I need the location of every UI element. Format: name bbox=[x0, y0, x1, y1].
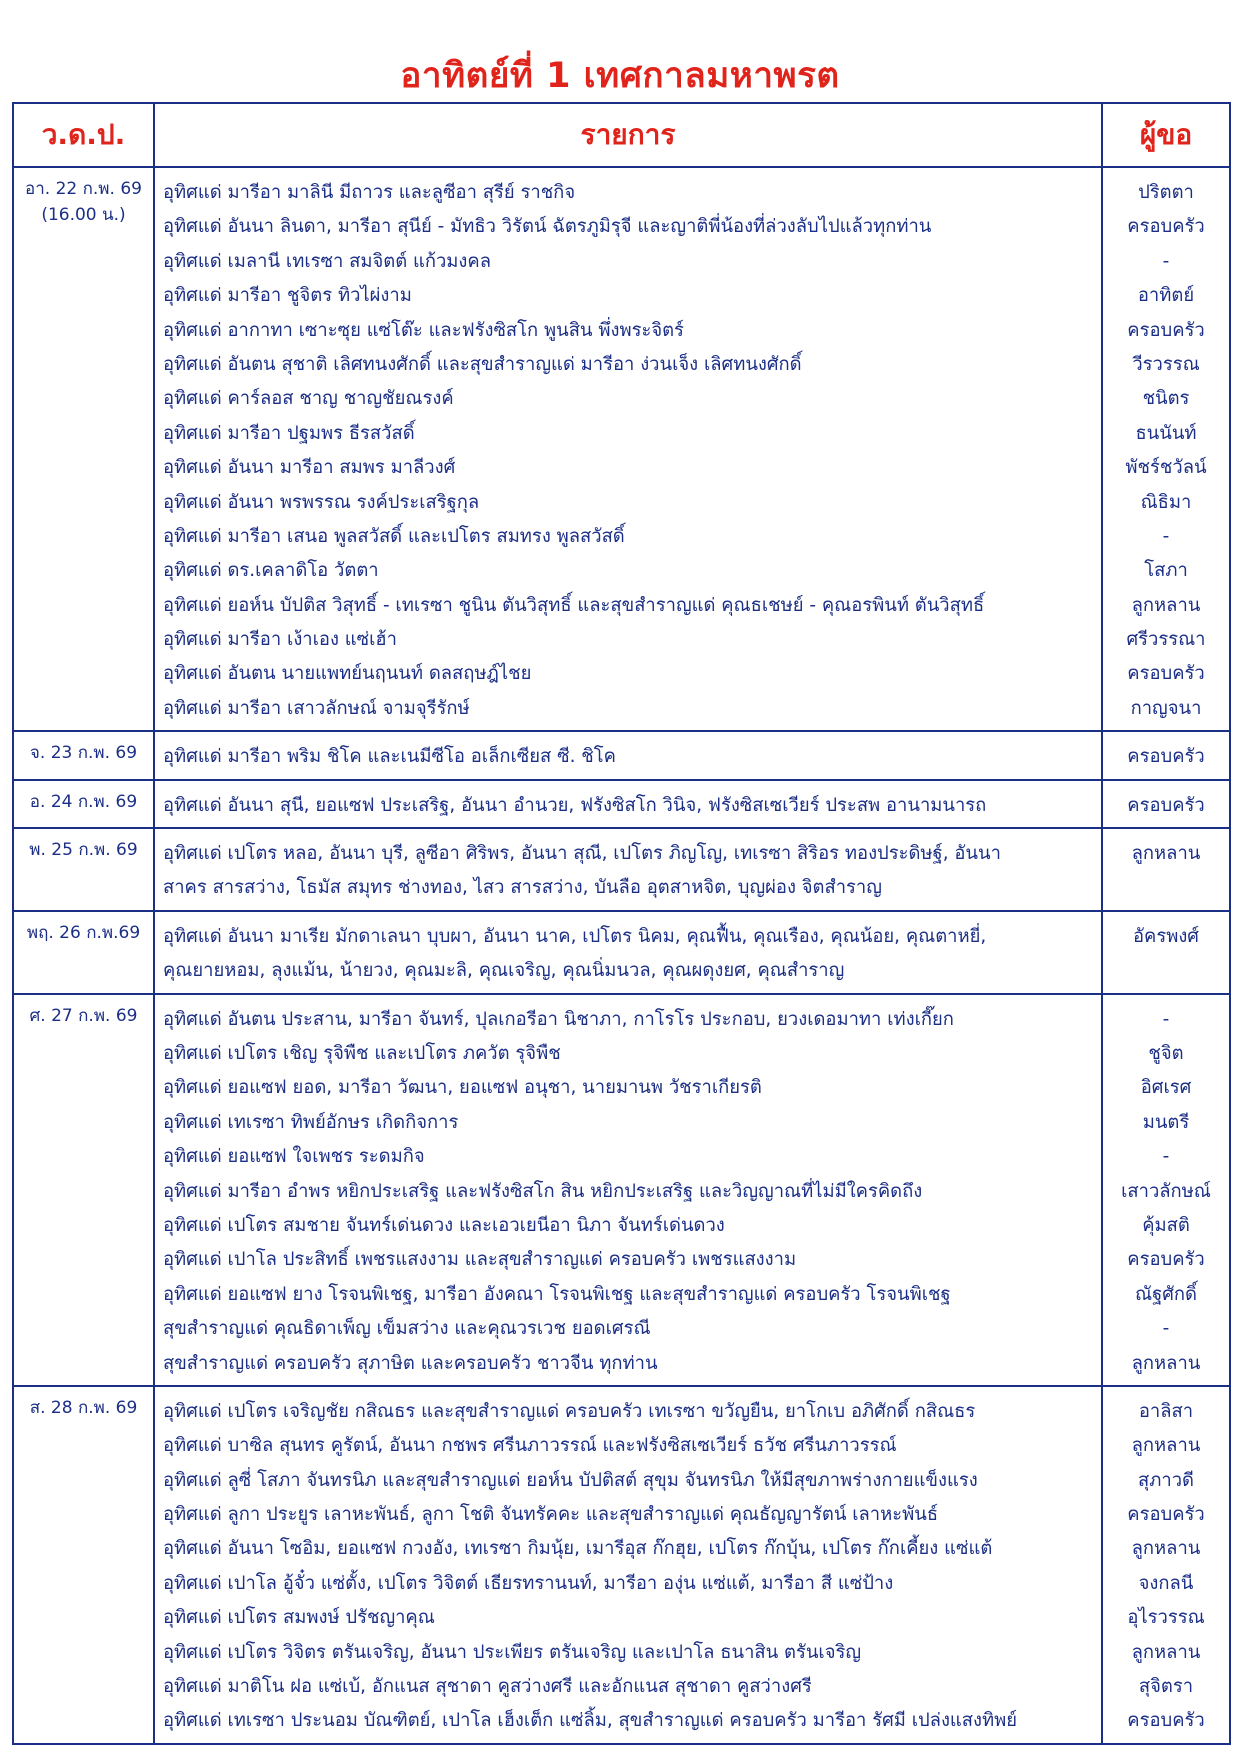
requester-name: ครอบครัว bbox=[1127, 1504, 1205, 1526]
table-header-row bbox=[13, 103, 1230, 167]
requester-cell bbox=[1102, 994, 1230, 1386]
time-label: (16.00 น.) bbox=[41, 205, 126, 225]
requester-name: - bbox=[1162, 1008, 1170, 1030]
intention-line: อุทิศแด่ ยอแซฟ ยอด, มารีอา วัฒนา, ยอแซฟ อนุชา, นายมานพ วัชราเกียรติ bbox=[163, 1077, 762, 1099]
date-cell bbox=[13, 731, 154, 779]
requester-name: ลูกหลาน bbox=[1131, 1641, 1201, 1663]
date-label: จ. 23 ก.พ. 69 bbox=[29, 743, 138, 764]
requester-name: ครอบครัว bbox=[1127, 1249, 1205, 1271]
requester-name: สุภาวดี bbox=[1138, 1469, 1194, 1491]
intention-line: อุทิศแด่ เทเรซา ประนอม บัณฑิตย์, เปาโล เฮ็งเต็ก แซ่ลิ้ม, สุขสำราญแด่ ครอบครัว มารีอา รัศมี เปล่งแสงทิพย์ bbox=[163, 1710, 1018, 1732]
items-cell bbox=[154, 1386, 1102, 1744]
requester-name: - bbox=[1162, 250, 1170, 272]
date-label: ส. 28 ก.พ. 69 bbox=[29, 1397, 138, 1418]
requester-name: ครอบครัว bbox=[1127, 794, 1205, 816]
requester-cell bbox=[1102, 731, 1230, 779]
requester-name: อุไรวรรณ bbox=[1127, 1607, 1205, 1629]
date-cell bbox=[13, 167, 154, 731]
table-row bbox=[13, 167, 1230, 731]
items-cell bbox=[154, 994, 1102, 1386]
intention-line: อุทิศแด่ มาติโน ฝอ แซ่เบ้, อักแนส สุชาดา คูสว่างศรี และอักแนส สุชาดา คูสว่างศรี bbox=[163, 1676, 812, 1698]
requester-name: เสาวลักษณ์ bbox=[1121, 1180, 1211, 1202]
table-row bbox=[13, 780, 1230, 828]
requester-name: ครอบครัว bbox=[1127, 746, 1205, 768]
intention-line: อุทิศแด่ เปาโล ประสิทธิ์ เพชรแสงงาม และสุขสำราญแด่ ครอบครัว เพชรแสงงาม bbox=[163, 1249, 797, 1271]
intention-line: อุทิศแด่ อันนา มาเรีย มักดาเลนา บุบผา, อันนา นาค, เปโตร นิคม, คุณฟื้น, คุณเรือง, คุณน้อย, คุณตาหยี่, bbox=[163, 925, 987, 947]
requester-name: อาทิตย์ bbox=[1137, 285, 1195, 307]
table-row bbox=[13, 994, 1230, 1386]
intention-line: อุทิศแด่ ลูซี่ โสภา จันทรนิภ และสุขสำราญแด่ ยอห์น บัปติสต์ สุขุม จันทรนิภ ให้มีสุขภาพร่างกายแข็งแรง bbox=[163, 1469, 978, 1491]
table-body bbox=[13, 167, 1230, 1744]
requester-name: ลูกหลาน bbox=[1131, 1435, 1201, 1457]
requester-name: ครอบครัว bbox=[1127, 319, 1205, 341]
intention-line: อุทิศแด่ มารีอา ชูจิตร ทิวไผ่งาม bbox=[163, 285, 412, 307]
intention-line: สุขสำราญแด่ คุณธิดาเพ็ญ เข็มสว่าง และคุณวรเวช ยอดเศรณี bbox=[163, 1318, 651, 1340]
intention-line: อุทิศแด่ ดร.เคลาดิโอ วัตตา bbox=[163, 560, 379, 582]
intention-line: อุทิศแด่ ยอแซฟ ใจเพชร ระดมกิจ bbox=[163, 1146, 425, 1168]
mass-intention-table bbox=[12, 102, 1231, 1745]
requester-cell bbox=[1102, 780, 1230, 828]
table-row bbox=[13, 828, 1230, 911]
requester-name: ลูกหลาน bbox=[1131, 1538, 1201, 1560]
items-cell bbox=[154, 911, 1102, 994]
table-row bbox=[13, 731, 1230, 779]
table-row bbox=[13, 911, 1230, 994]
intention-line: สาคร สารสว่าง, โธมัส สมุทร ช่างทอง, ไสว สารสว่าง, บันลือ อุตสาหจิต, บุญผ่อง จิตสำราญ bbox=[163, 877, 882, 899]
requester-name: มนตรี bbox=[1142, 1111, 1190, 1133]
intention-line: อุทิศแด่ อันนา มารีอา สมพร มาลีวงศ์ bbox=[163, 457, 456, 479]
requester-name: สุจิตรา bbox=[1138, 1676, 1194, 1698]
requester-name: - bbox=[1162, 525, 1170, 547]
date-label: พ. 25 ก.พ. 69 bbox=[29, 840, 138, 861]
requester-cell bbox=[1102, 1386, 1230, 1744]
requester-cell bbox=[1102, 911, 1230, 994]
intention-line: อุทิศแด่ มารีอา เสาวลักษณ์ จามจุรีรักษ์ bbox=[163, 697, 470, 719]
requester-name: - bbox=[1162, 1318, 1170, 1340]
requester-name: คุ้มสติ bbox=[1142, 1214, 1190, 1236]
date-cell bbox=[13, 780, 154, 828]
requester-name: กาญจนา bbox=[1130, 697, 1202, 719]
intention-line: อุทิศแด่ มารีอา อำพร หยิกประเสริฐ และฟรังซิสโก สิน หยิกประเสริฐ และวิญญาณที่ไม่มีใครคิดถึง bbox=[163, 1180, 923, 1202]
intention-line: อุทิศแด่ บาซิล สุนทร คูรัตน์, อันนา กชพร ศรีนภาวรรณ์ และฟรังซิสเซเวียร์ ธวัช ศรีนภาวรรณ์ bbox=[163, 1435, 897, 1457]
intention-line: อุทิศแด่ อันนา พรพรรณ รงค์ประเสริฐกุล bbox=[163, 491, 480, 513]
date-cell bbox=[13, 994, 154, 1386]
date-label: อา. 22 ก.พ. 69 bbox=[25, 179, 142, 199]
requester-name: โสภา bbox=[1144, 560, 1188, 582]
items-cell bbox=[154, 731, 1102, 779]
requester-name: อาลิสา bbox=[1138, 1400, 1194, 1422]
requester-name: ชนิตร bbox=[1142, 388, 1190, 410]
header-items: รายการ bbox=[154, 103, 1102, 167]
intention-line: อุทิศแด่ เปโตร วิจิตร ตรันเจริญ, อันนา ประเพียร ตรันเจริญ และเปาโล ธนาสิน ตรันเจริญ bbox=[163, 1641, 862, 1663]
requester-cell bbox=[1102, 167, 1230, 731]
intention-line: อุทิศแด่ อากาทา เซาะซุย แซ่โต๊ะ และฟรังซิสโก พูนสิน พึ่งพระจิตร์ bbox=[163, 319, 684, 341]
requester-name: อัครพงศ์ bbox=[1132, 925, 1199, 947]
requester-name: อิศเรศ bbox=[1140, 1077, 1192, 1099]
requester-name: ลูกหลาน bbox=[1131, 1352, 1201, 1374]
intention-line: อุทิศแด่ ยอแซฟ ยาง โรจนพิเชฐ, มารีอา อังคณา โรจนพิเชฐ และสุขสำราญแด่ ครอบครัว โรจนพิเชฐ bbox=[163, 1283, 951, 1305]
intention-line: อุทิศแด่ อันตน สุชาติ เลิศทนงศักดิ์ และสุขสำราญแด่ มารีอา ง่วนเจ็ง เลิศทนงศักดิ์ bbox=[163, 353, 802, 375]
intention-line: อุทิศแด่ อันตน นายแพทย์นฤนนท์ ดลสฤษฎ์ไชย bbox=[163, 663, 532, 685]
intention-line: อุทิศแด่ ยอห์น บัปติส วิสุทธิ์ - เทเรซา ชูนิน ตันวิสุทธิ์ และสุขสำราญแด่ คุณธเชษย์ - คุณอรพินท์ ตันวิสุทธิ์ bbox=[163, 594, 985, 616]
intention-line: อุทิศแด่ อันนา สุนี, ยอแซฟ ประเสริฐ, อันนา อำนวย, ฟรังซิสโก วินิจ, ฟรังซิสเซเวียร์ ประสพ อานามนารถ bbox=[163, 794, 987, 816]
items-cell bbox=[154, 780, 1102, 828]
requester-name: วีรวรรณ bbox=[1132, 353, 1200, 375]
requester-name: ลูกหลาน bbox=[1131, 843, 1201, 865]
items-cell bbox=[154, 828, 1102, 911]
requester-name: ณัฐศักดิ์ bbox=[1135, 1283, 1197, 1305]
requester-name: ชูจิต bbox=[1148, 1042, 1184, 1064]
requester-name: ครอบครัว bbox=[1127, 663, 1205, 685]
requester-name: ครอบครัว bbox=[1127, 216, 1205, 238]
header-requester: ผู้ขอ bbox=[1102, 103, 1230, 167]
intention-line: อุทิศแด่ มารีอา เสนอ พูลสวัสดิ์ และเปโตร สมทรง พูลสวัสดิ์ bbox=[163, 525, 625, 547]
date-label: ศ. 27 ก.พ. 69 bbox=[29, 1005, 138, 1026]
intention-line: อุทิศแด่ มารีอา พริม ชิโค และเนมีซีโอ อเล็กเซียส ซี. ชิโค bbox=[163, 746, 616, 768]
requester-name: จงกลนี bbox=[1138, 1572, 1194, 1594]
intention-line: อุทิศแด่ ลูกา ประยูร เลาหะพันธ์, ลูกา โชติ จันทรัคคะ และสุขสำราญแด่ คุณธัญญารัตน์ เลาหะพันธ์ bbox=[163, 1504, 939, 1526]
items-cell bbox=[154, 167, 1102, 731]
intention-line: อุทิศแด่ อันตน ประสาน, มารีอา จันทร์, ปุลเกอรีอา นิชาภา, กาโรโร ประกอบ, ยวงเดอมาทา เท่งเกี๊ยก bbox=[163, 1008, 954, 1030]
intention-line: อุทิศแด่ เปโตร เจริญชัย กสิณธร และสุขสำราญแด่ ครอบครัว เทเรซา ขวัญยืน, ยาโกเบ อภิศักดิ์ กสิณธร bbox=[163, 1400, 976, 1422]
intention-line: สุขสำราญแด่ ครอบครัว สุภาษิต และครอบครัว ชาวจีน ทุกท่าน bbox=[163, 1352, 658, 1374]
intention-line: คุณยายหอม, ลุงแม้น, น้ายวง, คุณมะลิ, คุณเจริญ, คุณนิ่มนวล, คุณผดุงยศ, คุณสำราญ bbox=[163, 960, 845, 982]
requester-name: - bbox=[1162, 1146, 1170, 1168]
intention-line: อุทิศแด่ เปาโล อู้จั๋ว แซ่ตั้ง, เปโตร วิจิตต์ เธียรทรานนท์, มารีอา องุ่น แซ่แต้, มารีอา สี แซ่ป้าง bbox=[163, 1572, 894, 1594]
intention-line: อุทิศแด่ เปโตร สมชาย จันทร์เด่นดวง และเอวเยนีอา นิภา จันทร์เด่นดวง bbox=[163, 1214, 725, 1236]
requester-cell bbox=[1102, 828, 1230, 911]
date-cell bbox=[13, 1386, 154, 1744]
intention-line: อุทิศแด่ เปโตร สมพงษ์ ปรัชญาคุณ bbox=[163, 1607, 435, 1629]
intention-line: อุทิศแด่ เปโตร เชิญ รุจิพืช และเปโตร ภควัต รุจิพืช bbox=[163, 1042, 561, 1064]
date-cell bbox=[13, 828, 154, 911]
requester-name: ครอบครัว bbox=[1127, 1710, 1205, 1732]
date-cell bbox=[13, 911, 154, 994]
date-label: อ. 24 ก.พ. 69 bbox=[29, 791, 138, 812]
intention-line: อุทิศแด่ อันนา ลินดา, มารีอา สุนีย์ - มัทธิว วิรัตน์ ฉัตรภูมิรุจี และญาติพี่น้องที่ล่วงลับไปแล้วทุกท่าน bbox=[163, 216, 932, 238]
page-title: อาทิตย์ที่ 1 เทศกาลมหาพรต bbox=[400, 56, 840, 96]
intention-line: อุทิศแด่ เปโตร หลอ, อันนา บุรี, ลูซีอา ศิริพร, อันนา สุณี, เปโตร ภิญโญ, เทเรซา สิริอร ทองประดิษฐ์, อันนา bbox=[163, 843, 1001, 865]
intention-line: อุทิศแด่ มารีอา ปฐมพร ธีรสวัสดิ์ bbox=[163, 422, 415, 444]
requester-name: ศรีวรรณา bbox=[1126, 629, 1206, 651]
intention-line: อุทิศแด่ อันนา โซอิม, ยอแซฟ กวงอัง, เทเรซา กิมนุ้ย, เมารีอุส ก๊กฮุย, เปโตร ก๊กบุ้น, เปโตร ก๊กเคี้ยง แซ่แต้ bbox=[163, 1538, 993, 1560]
intention-line: อุทิศแด่ มารีอา มาลินี มีถาวร และลูซีอา สุรีย์ ราชกิจ bbox=[163, 182, 576, 203]
table-row bbox=[13, 1386, 1230, 1744]
requester-name: ปริตตา bbox=[1138, 182, 1194, 203]
requester-name: ธนนันท์ bbox=[1135, 422, 1197, 444]
header-date: ว.ด.ป. bbox=[13, 103, 154, 167]
intention-line: อุทิศแด่ มารีอา เง้าเอง แซ่เฮ้า bbox=[163, 629, 397, 651]
intention-line: อุทิศแด่ คาร์ลอส ชาญ ชาญชัยณรงค์ bbox=[163, 388, 454, 410]
requester-name: ณิธิมา bbox=[1140, 491, 1192, 513]
intention-line: อุทิศแด่ เทเรซา ทิพย์อักษร เกิดกิจการ bbox=[163, 1111, 459, 1133]
date-label: พฤ. 26 ก.พ.69 bbox=[26, 922, 141, 943]
intention-line: อุทิศแด่ เมลานี เทเรซา สมจิตต์ แก้วมงคล bbox=[163, 250, 491, 272]
requester-name: ลูกหลาน bbox=[1131, 594, 1201, 616]
requester-name: พัชร์ชวัลน์ bbox=[1125, 457, 1207, 479]
